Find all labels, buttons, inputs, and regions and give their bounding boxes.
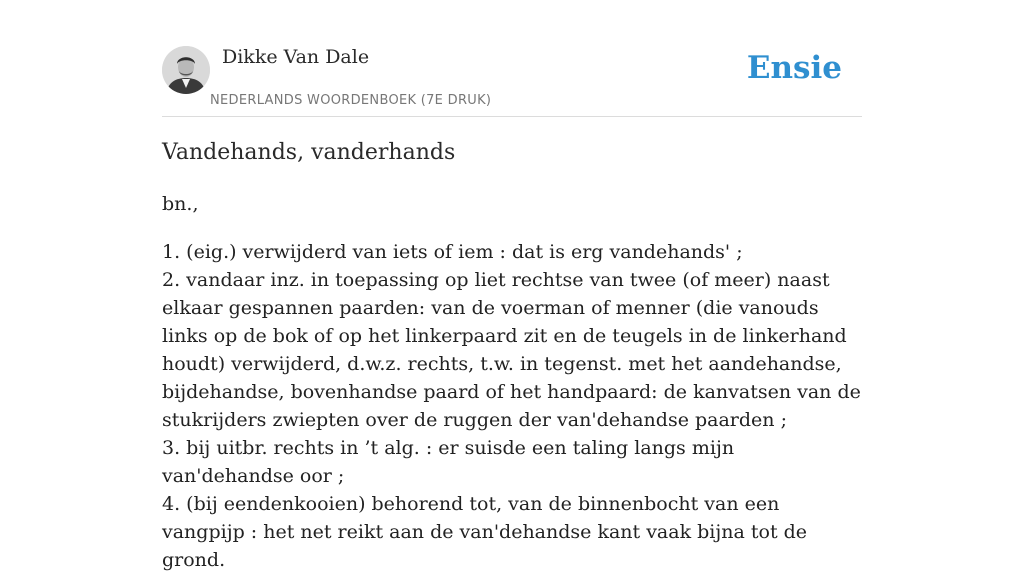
entry-title: Vandehands, vanderhands	[162, 140, 456, 165]
definition-item: 2. vandaar inz. in toepassing op liet rechtse van twee (of meer) naast elkaar gespannen paarden: van de voerman of menner (die vanouds links op de bok of op het linkerpaard zit en de teugels in de linkerhand houdt) verwijderd, d.w.z. rechts, t.w. in tegenst. met het aandehandse, bijdehandse, bovenhandse paard of het handpaard: de kanvatsen van de stukrijders zwiepten over de ruggen der van'dehandse paarden ;	[162, 269, 861, 431]
definition-item: 3. bij uitbr. rechts in ’t alg. : er suisde een taling langs mijn van'dehandse oor ;	[162, 437, 735, 487]
definition-list	[162, 238, 862, 574]
ensie-logo[interactable]: Ensie	[746, 50, 842, 86]
author-name[interactable]: Dikke Van Dale	[222, 46, 370, 68]
author-avatar[interactable]	[162, 46, 210, 94]
definition-item: 4. (bij eendenkooien) behorend tot, van de binnenbocht van een vangpijp : het net reikt aan de van'dehandse kant vaak bijna tot de grond.	[162, 493, 808, 571]
part-of-speech: bn.,	[162, 193, 199, 215]
definition-item: 1. (eig.) verwijderd van iets of iem : dat is erg vandehands' ;	[162, 241, 743, 263]
source-header	[162, 44, 862, 117]
dictionary-source[interactable]: NEDERLANDS WOORDENBOEK (7E DRUK)	[210, 93, 492, 108]
portrait-icon	[162, 46, 210, 94]
